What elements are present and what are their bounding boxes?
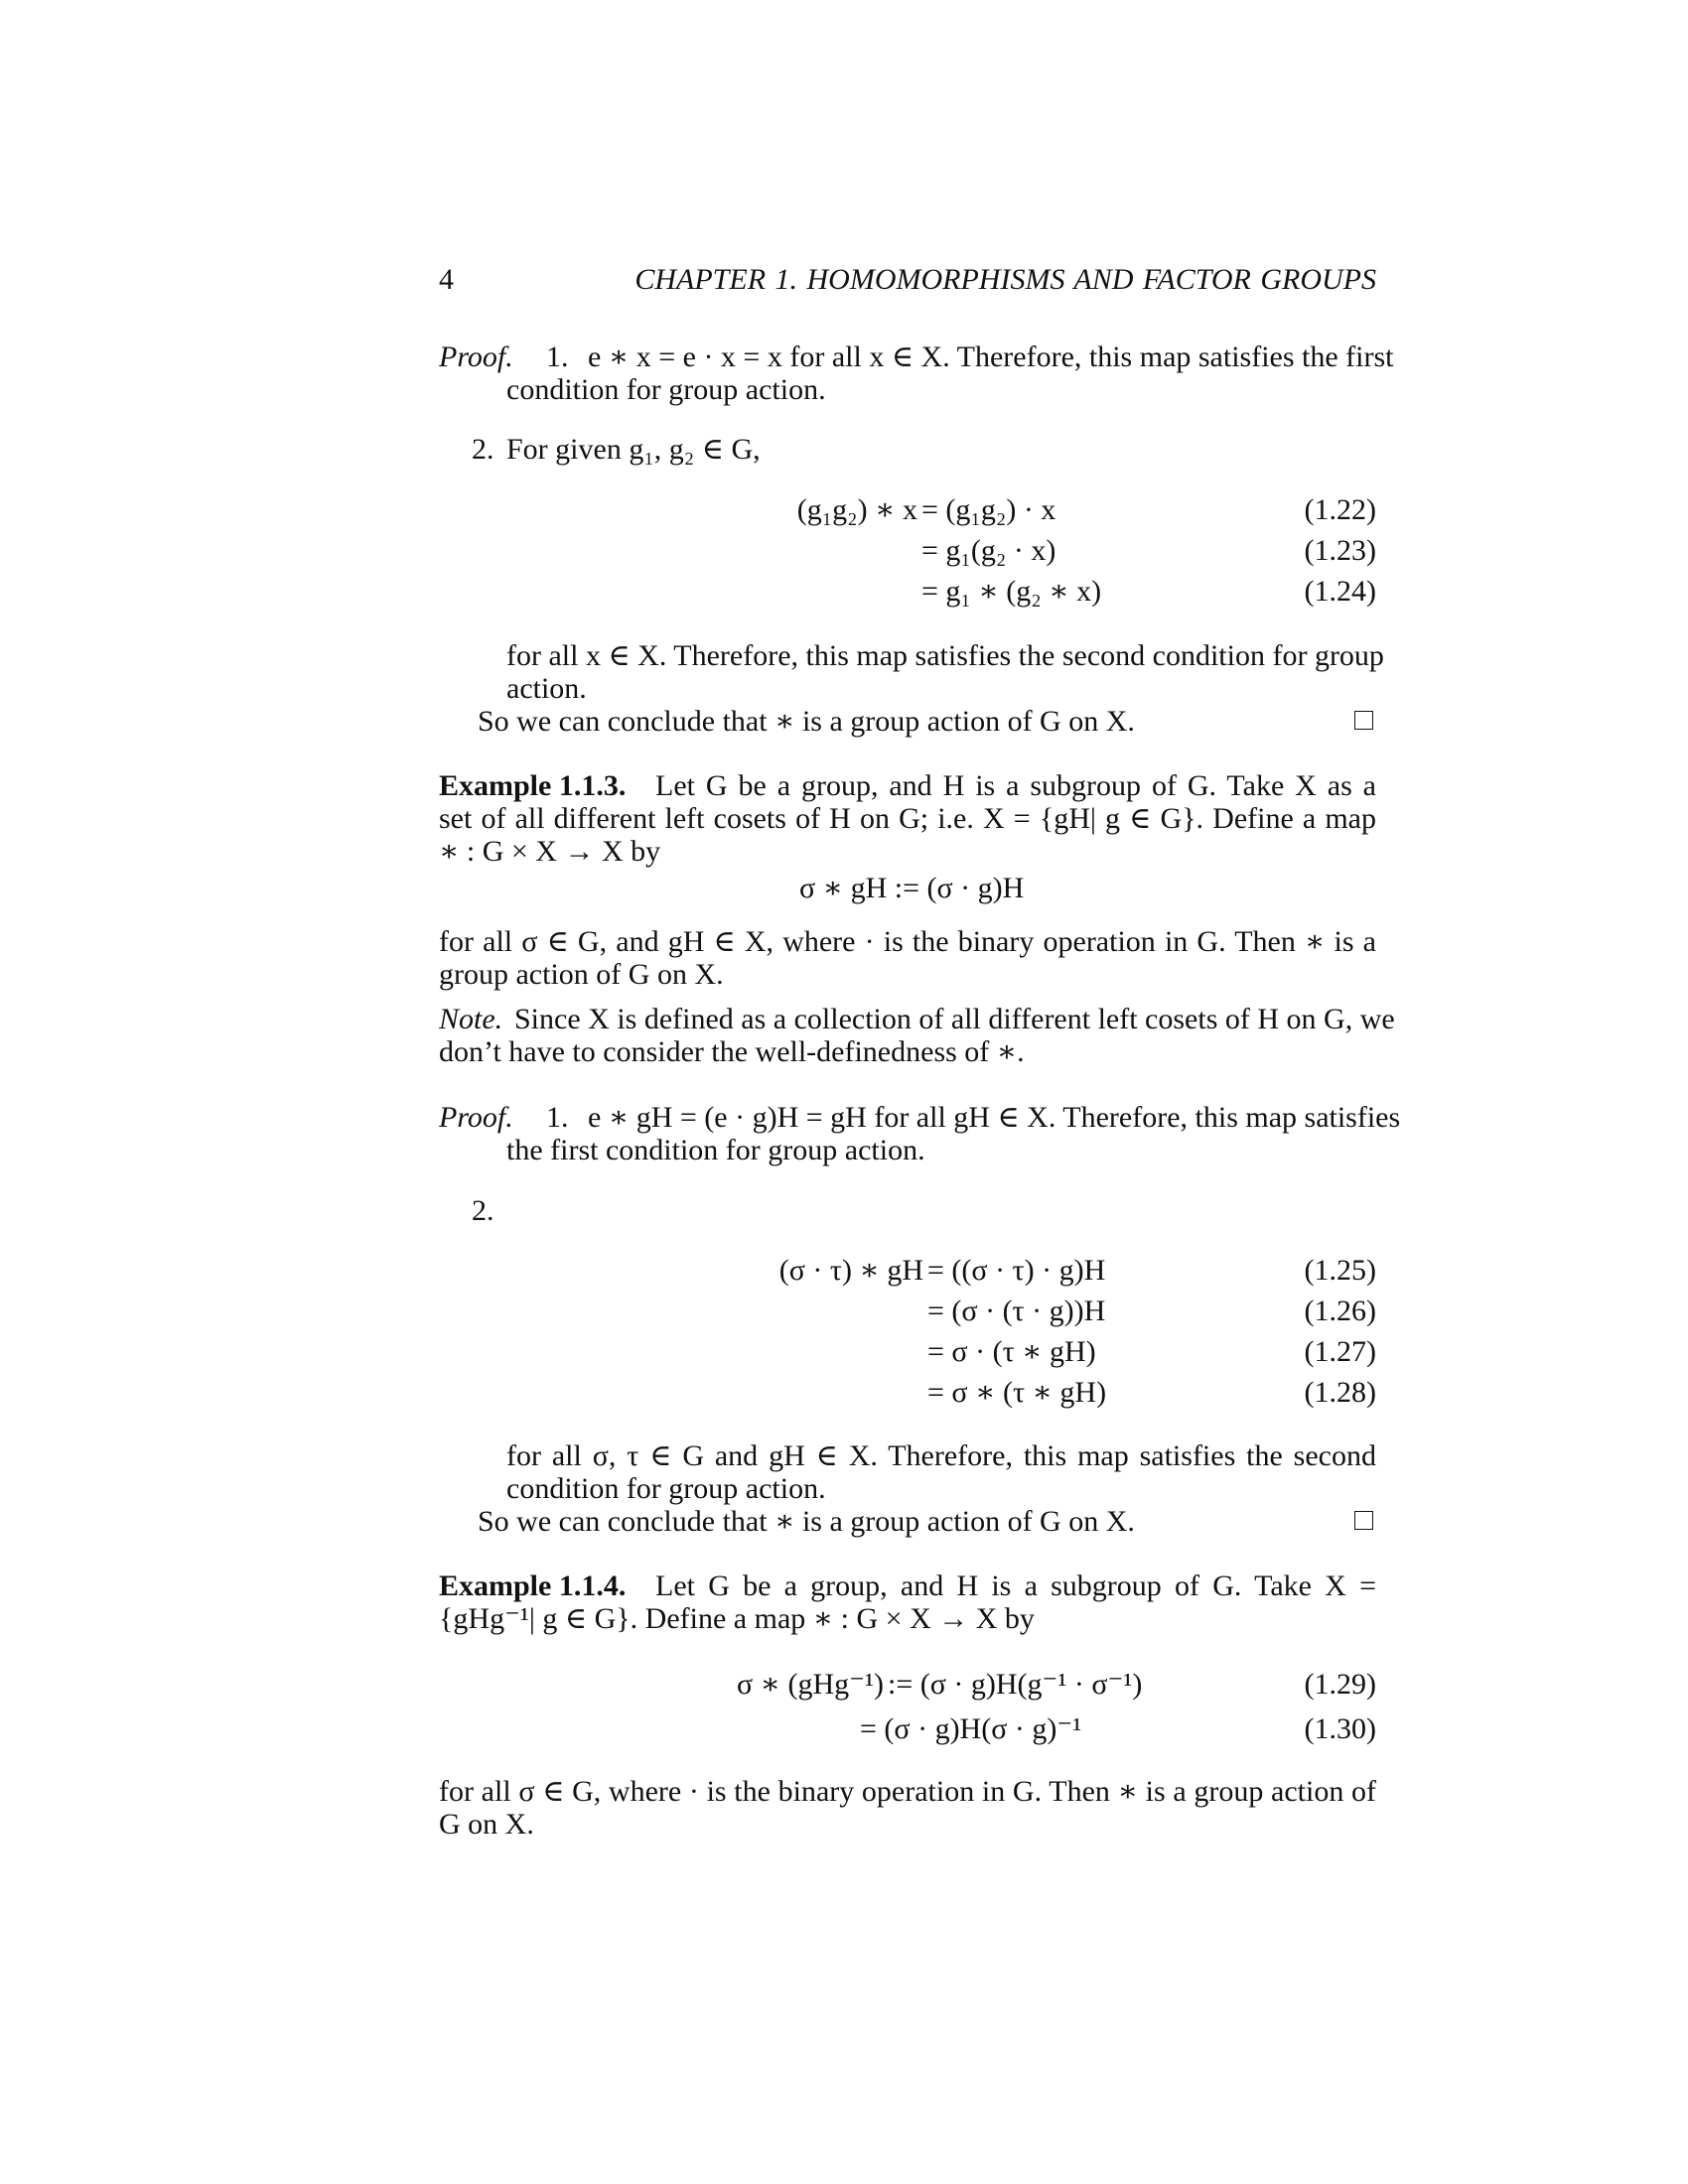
proof-item-text: For given g₁, g₂ ∈ G, [506,433,761,466]
equation-number: (1.28) [1304,1376,1376,1409]
list-item-number: 2. [472,433,494,466]
list-item-number: 1. [546,341,569,373]
list-item-number: 2. [472,1194,494,1227]
paragraph-line: set of all different left cosets of H on G; i.e. X = {gH| g ∈ G}. Define a map [439,802,1376,835]
equation-number: (1.26) [1304,1295,1376,1327]
paragraph-line: group action of G on X. [439,958,724,991]
equation-rhs: = σ ∗ (τ ∗ gH) [927,1376,1107,1409]
equation-number: (1.29) [1304,1668,1376,1701]
paragraph-line: G on X. [439,1808,534,1841]
equation-number: (1.23) [1304,534,1376,567]
equation-lhs: (σ · τ) ∗ gH [778,1254,923,1287]
qed-square-icon [1354,1511,1373,1530]
equation-rhs: = (g₁g₂) · x [921,493,1056,526]
equation-rhs: = g₁ ∗ (g₂ ∗ x) [921,575,1102,608]
paragraph-line: don’t have to consider the well-definedness of ∗. [439,1035,1025,1068]
proof-item-text: the first condition for group action. [506,1134,925,1166]
note-label: Note. [439,1003,503,1035]
equation-rhs: = σ · (τ ∗ gH) [927,1335,1096,1368]
list-item-number: 1. [546,1101,569,1134]
proof-item-text: condition for group action. [506,373,826,406]
paragraph-line: ∗ : G × X → X by [439,835,661,868]
equation-number: (1.24) [1304,575,1376,608]
equation-rhs: = ((σ · τ) · g)H [927,1254,1106,1287]
proof-item-text: e ∗ gH = (e · g)H = gH for all gH ∈ X. Therefore, this map satisfies [588,1101,1401,1134]
proof-label: Proof. [439,341,513,373]
equation-rhs: = (σ · (τ · g))H [927,1295,1106,1327]
paragraph-line: Let G be a group, and H is a subgroup of G. Take X = [655,1570,1376,1602]
paragraph-line: for all σ ∈ G, where · is the binary operation in G. Then ∗ is a group action of [439,1775,1376,1808]
paragraph-line: for all σ ∈ G, and gH ∈ X, where · is the binary operation in G. Then ∗ is a [439,925,1376,958]
running-title: CHAPTER 1. HOMOMORPHISMS AND FACTOR GROUPS [634,263,1376,296]
paragraph-line: for all x ∈ X. Therefore, this map satisfies the second condition for group [506,639,1384,672]
example-label: Example 1.1.3. [439,769,627,802]
display-equation: σ ∗ gH := (σ · g)H [799,872,1025,904]
paragraph-line: Let G be a group, and H is a subgroup of G. Take X as a [655,769,1376,802]
proof-label: Proof. [439,1101,513,1134]
page-number: 4 [439,263,454,296]
proof-item-text: e ∗ x = e · x = x for all x ∈ X. Therefore, this map satisfies the first [588,341,1394,373]
conclusion-text: So we can conclude that ∗ is a group action of G on X. [478,1505,1135,1538]
paragraph-line: Since X is defined as a collection of all different left cosets of H on G, we [514,1003,1395,1035]
equation-rhs: := (σ · g)H(g⁻¹ · σ⁻¹) [888,1668,1143,1701]
paragraph-line: action. [506,672,587,705]
paragraph-line: {gHg⁻¹| g ∈ G}. Define a map ∗ : G × X → X by [439,1602,1035,1635]
equation-number: (1.27) [1304,1335,1376,1368]
qed-square-icon [1354,711,1373,730]
conclusion-text: So we can conclude that ∗ is a group action of G on X. [478,705,1135,738]
equation-lhs: σ ∗ (gHg⁻¹) [736,1668,884,1701]
equation-rhs: = g₁(g₂ · x) [921,534,1056,567]
paragraph-line: condition for group action. [506,1472,826,1505]
equation-number: (1.22) [1304,493,1376,526]
equation-lhs: (g₁g₂) ∗ x [796,493,917,526]
equation-number: (1.25) [1304,1254,1376,1287]
equation-rhs: = (σ · g)H(σ · g)⁻¹ [860,1712,1082,1745]
paragraph-line: for all σ, τ ∈ G and gH ∈ X. Therefore, this map satisfies the second [506,1439,1376,1472]
equation-number: (1.30) [1304,1712,1376,1745]
example-label: Example 1.1.4. [439,1570,627,1602]
